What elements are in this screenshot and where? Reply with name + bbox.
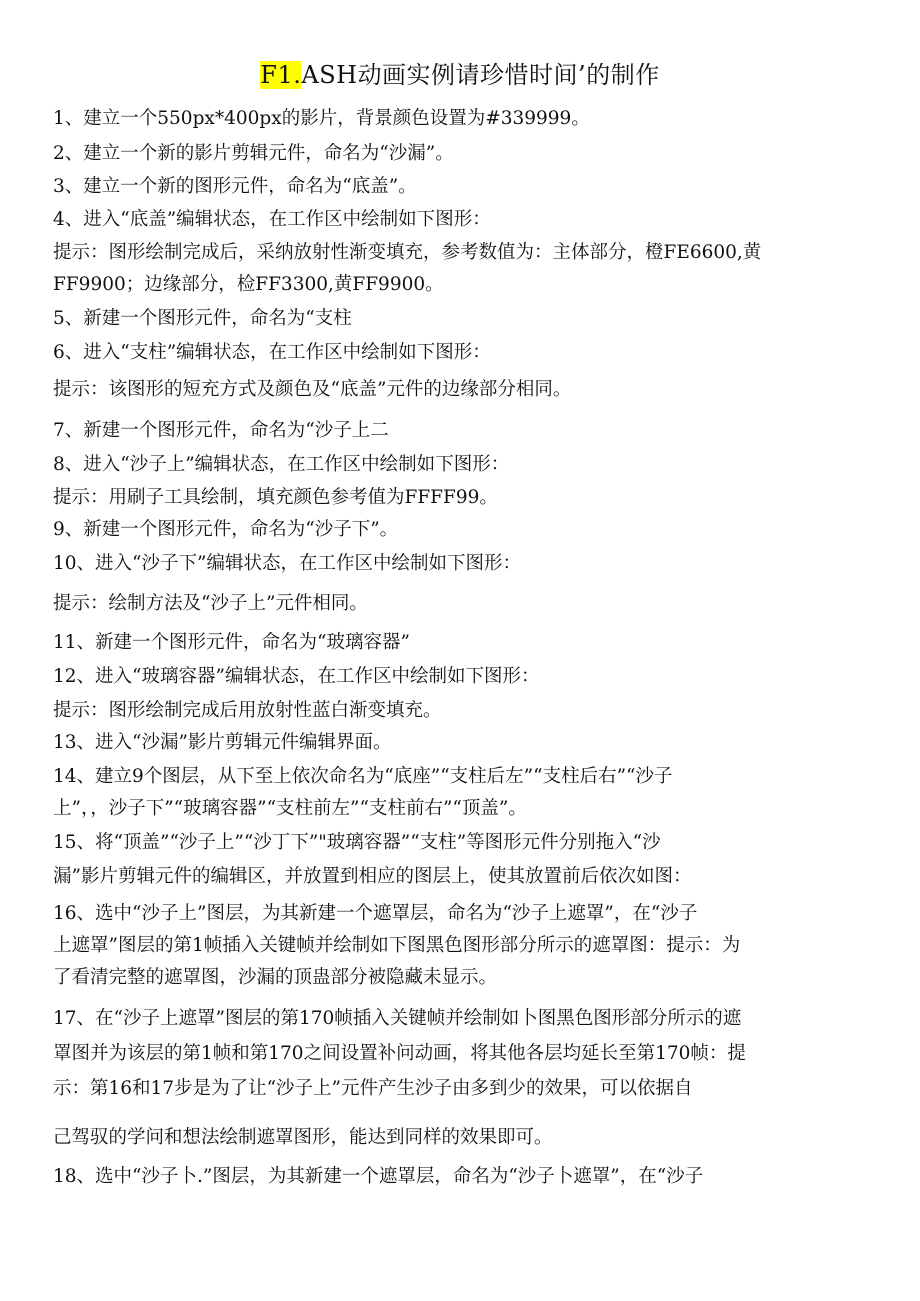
text-line: 上”，，沙子下”“玻璃容器”“支柱前左”“支柱前右”“顶盖”。 xyxy=(53,798,527,819)
text-line: 10、进入“沙子下”编辑状态，在工作区中绘制如下图形： xyxy=(53,553,521,574)
page-title xyxy=(0,58,920,92)
text-line: 5、新建一个图形元件，命名为“支柱 xyxy=(53,308,352,329)
text-line: 示：第16和17步是为了让“沙子上”元件产生沙子由多到少的效果，可以依据自 xyxy=(53,1078,693,1099)
text-line: 上遮罩”图层的第1帧插入关键帧并绘制如下图黑色图形部分所示的遮罩图：提示：为 xyxy=(53,935,741,956)
text-line: 17、在“沙子上遮罩”图层的第170帧插入关键帧并绘制如卜图黑色图形部分所示的遮 xyxy=(53,1008,742,1029)
text-line: FF9900；边缘部分，检FF3300,黄FF9900。 xyxy=(53,274,444,295)
text-line: 15、将“顶盖”“沙子上”“沙丁下”"玻璃容器”“支柱”等图形元件分别拖入“沙 xyxy=(53,832,661,853)
text-line: 罩图并为该层的第1帧和第170之间设置补问动画，将其他各层均延长至第170帧：提 xyxy=(53,1043,746,1064)
text-line: 11、新建一个图形元件，命名为“玻璃容器” xyxy=(53,632,410,653)
text-line: 提示：绘制方法及“沙子上”元件相同。 xyxy=(53,593,368,614)
text-line: 4、进入“底盖”编辑状态，在工作区中绘制如下图形： xyxy=(53,209,491,230)
text-line: 提示：图形绘制完成后，采纳放射性渐变填充，参考数值为：主体部分，橙FE6600,黄 xyxy=(53,242,762,263)
text-line: 12、进入“玻璃容器”编辑状态，在工作区中绘制如下图形： xyxy=(53,666,540,687)
text-line: 漏”影片剪辑元件的编辑区，并放置到相应的图层上，使其放置前后依次如图： xyxy=(53,866,692,887)
text-line: 7、新建一个图形元件，命名为“沙子上二 xyxy=(53,420,389,441)
text-line: 18、选中“沙子卜.”图层，为其新建一个遮罩层，命名为“沙子卜遮罩”，在“沙子 xyxy=(53,1166,704,1187)
text-line: 16、选中“沙子上”图层，为其新建一个遮罩层，命名为“沙子上遮罩”，在“沙子 xyxy=(53,903,698,924)
text-line: 3、建立一个新的图形元件，命名为“底盖”。 xyxy=(53,176,417,197)
text-line: 8、进入“沙子上”编辑状态，在工作区中绘制如下图形： xyxy=(53,454,510,475)
text-line: 了看清完整的遮罩图，沙漏的顶蛊部分被隐藏未显示。 xyxy=(53,967,498,988)
text-line: 提示：图形绘制完成后用放射性蓝白渐变填充。 xyxy=(53,700,442,721)
text-line: 2、建立一个新的影片剪辑元件，命名为“沙漏”。 xyxy=(53,143,454,164)
text-line: 6、进入“支柱”编辑状态，在工作区中绘制如下图形： xyxy=(53,342,491,363)
text-line: 14、建立9个图层，从下至上依次命名为“底座”“支柱后左”“支柱后右”“沙子 xyxy=(53,766,673,787)
text-line: 1、建立一个550px*400px的影片，背景颜色设置为#339999。 xyxy=(53,108,590,129)
text-line: 9、新建一个图形元件，命名为“沙子下”。 xyxy=(53,519,399,540)
title-highlight: F1. xyxy=(260,61,302,89)
text-line: 13、进入“沙漏”影片剪辑元件编辑界面。 xyxy=(53,732,392,753)
text-line: 提示：该图形的短充方式及颜色及“底盖”元件的边缘部分相同。 xyxy=(53,379,572,400)
text-line: 提示：用刷子工具绘制，填充颜色参考值为FFFF99。 xyxy=(53,487,498,508)
title-rest: ASH动画实例请珍惜时间’的制作 xyxy=(301,61,660,89)
text-line: 己驾驭的学问和想法绘制遮罩图形，能达到同样的效果即可。 xyxy=(53,1127,553,1148)
